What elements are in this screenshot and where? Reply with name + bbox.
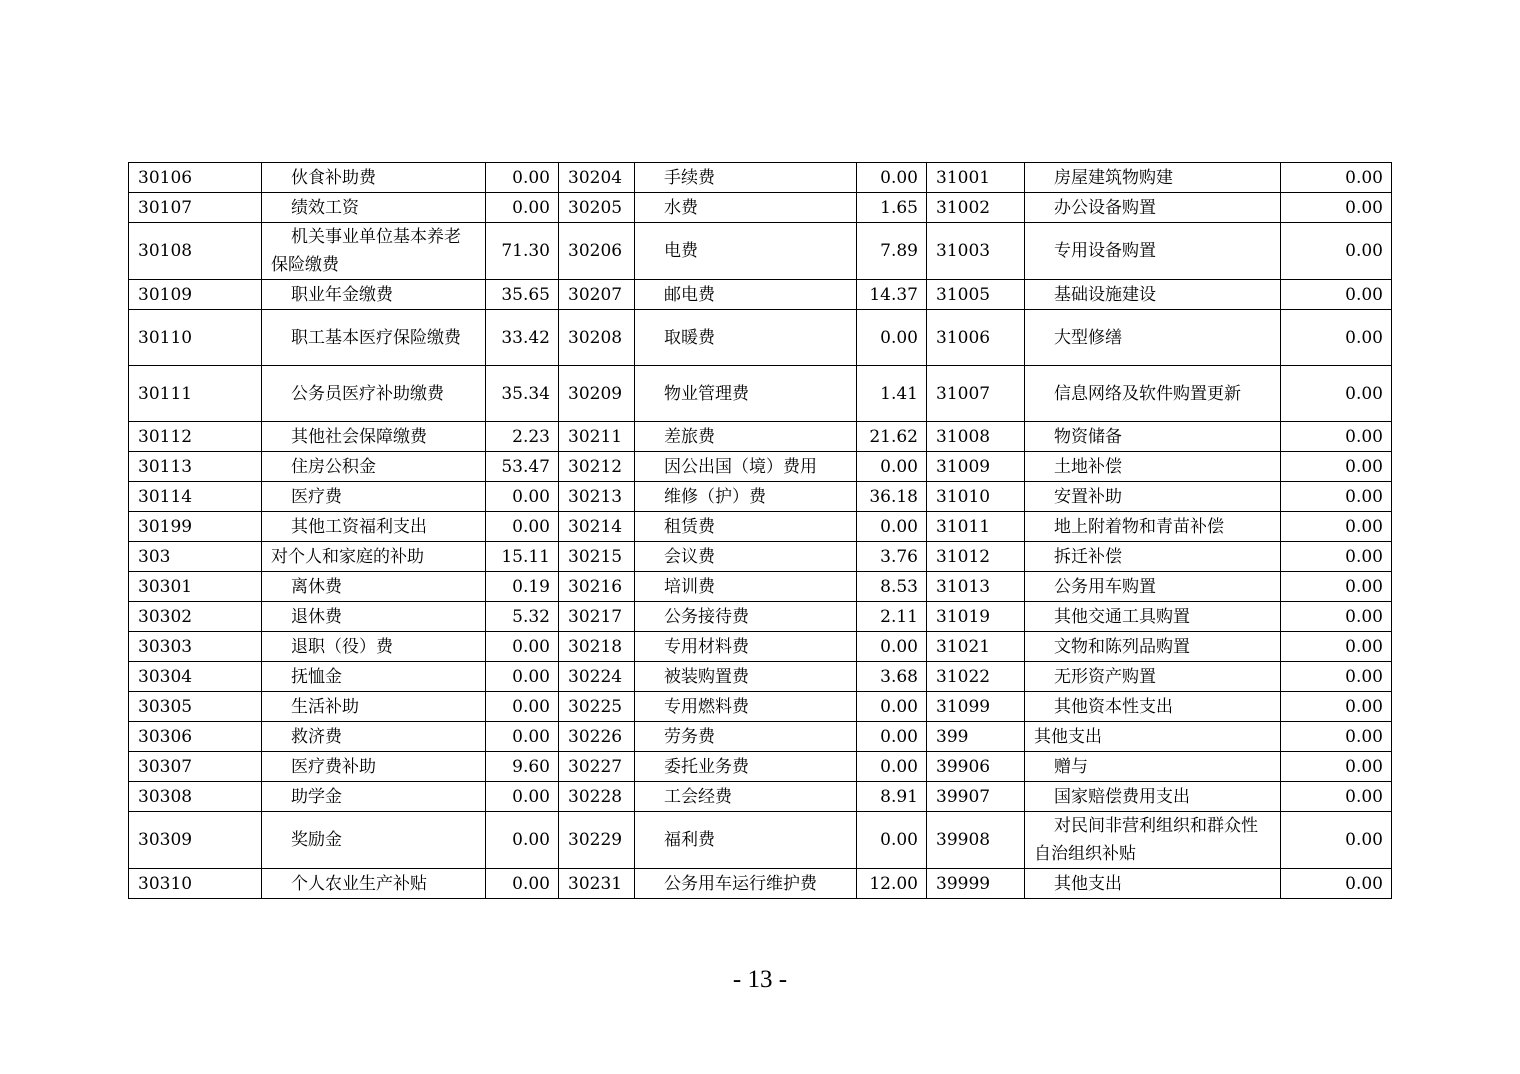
item-code: 30212 bbox=[559, 452, 635, 482]
table-row bbox=[129, 310, 1392, 366]
item-amount: 0.00 bbox=[857, 512, 927, 542]
table-row bbox=[129, 280, 1392, 310]
item-name-text: 办公设备购置 bbox=[1054, 197, 1156, 218]
item-amount: 2.23 bbox=[486, 422, 559, 452]
item-code: 31005 bbox=[927, 280, 1025, 310]
item-code: 31012 bbox=[927, 542, 1025, 572]
item-name bbox=[1025, 752, 1281, 782]
item-name bbox=[262, 632, 486, 662]
table-row bbox=[129, 572, 1392, 602]
item-amount: 3.76 bbox=[857, 542, 927, 572]
item-name bbox=[635, 602, 857, 632]
item-name bbox=[635, 310, 857, 366]
item-name-text: 公务接待费 bbox=[664, 606, 749, 627]
item-name bbox=[262, 692, 486, 722]
item-name bbox=[262, 223, 486, 280]
table-row bbox=[129, 752, 1392, 782]
item-name-text: 邮电费 bbox=[664, 284, 715, 305]
item-name-text: 对个人和家庭的补助 bbox=[271, 546, 424, 567]
item-name bbox=[1025, 692, 1281, 722]
item-amount: 12.00 bbox=[857, 869, 927, 899]
item-name bbox=[1025, 869, 1281, 899]
item-name-text: 信息网络及软件购置更新 bbox=[1054, 383, 1241, 404]
item-amount: 0.00 bbox=[1281, 572, 1392, 602]
item-name-text: 其他资本性支出 bbox=[1054, 696, 1173, 717]
item-name bbox=[262, 662, 486, 692]
item-name-text: 国家赔偿费用支出 bbox=[1054, 786, 1190, 807]
item-code: 30208 bbox=[559, 310, 635, 366]
item-code: 30216 bbox=[559, 572, 635, 602]
item-amount: 0.00 bbox=[857, 722, 927, 752]
item-name-text: 安置补助 bbox=[1054, 486, 1122, 507]
item-name bbox=[1025, 542, 1281, 572]
item-name bbox=[635, 782, 857, 812]
item-name bbox=[262, 812, 486, 869]
item-name bbox=[635, 812, 857, 869]
item-name-text: 租赁费 bbox=[664, 516, 715, 537]
item-amount: 36.18 bbox=[857, 482, 927, 512]
item-name-text: 拆迁补偿 bbox=[1054, 546, 1122, 567]
item-name-text: 公务员医疗补助缴费 bbox=[291, 383, 444, 404]
item-code: 30303 bbox=[129, 632, 262, 662]
item-amount: 0.00 bbox=[486, 692, 559, 722]
item-name-text: 培训费 bbox=[664, 576, 715, 597]
item-code: 30109 bbox=[129, 280, 262, 310]
item-name-text: 专用材料费 bbox=[664, 636, 749, 657]
item-code: 30302 bbox=[129, 602, 262, 632]
item-amount: 0.00 bbox=[1281, 752, 1392, 782]
item-amount: 0.00 bbox=[1281, 602, 1392, 632]
item-code: 30231 bbox=[559, 869, 635, 899]
table-row bbox=[129, 602, 1392, 632]
item-name bbox=[262, 163, 486, 193]
item-name-text: 其他支出 bbox=[1034, 726, 1102, 747]
item-code: 30113 bbox=[129, 452, 262, 482]
item-name bbox=[635, 572, 857, 602]
item-name bbox=[262, 512, 486, 542]
item-code: 31021 bbox=[927, 632, 1025, 662]
item-amount: 0.00 bbox=[486, 482, 559, 512]
item-code: 30229 bbox=[559, 812, 635, 869]
item-name-text: 房屋建筑物购建 bbox=[1054, 167, 1173, 188]
item-amount: 0.00 bbox=[1281, 782, 1392, 812]
item-name-text: 其他支出 bbox=[1054, 873, 1122, 894]
item-name bbox=[262, 869, 486, 899]
item-name bbox=[262, 722, 486, 752]
item-name bbox=[635, 632, 857, 662]
item-amount: 71.30 bbox=[486, 223, 559, 280]
item-amount: 1.41 bbox=[857, 366, 927, 422]
item-name bbox=[1025, 163, 1281, 193]
item-code: 30308 bbox=[129, 782, 262, 812]
item-amount: 0.00 bbox=[1281, 722, 1392, 752]
item-name-text: 无形资产购置 bbox=[1054, 666, 1156, 687]
item-amount: 0.00 bbox=[486, 512, 559, 542]
item-name bbox=[1025, 223, 1281, 280]
table-row bbox=[129, 662, 1392, 692]
item-code: 30211 bbox=[559, 422, 635, 452]
item-code: 39999 bbox=[927, 869, 1025, 899]
item-code: 30304 bbox=[129, 662, 262, 692]
item-name-text: 工会经费 bbox=[664, 786, 732, 807]
item-name bbox=[1025, 602, 1281, 632]
item-amount: 0.00 bbox=[1281, 452, 1392, 482]
item-amount: 0.00 bbox=[857, 163, 927, 193]
item-amount: 7.89 bbox=[857, 223, 927, 280]
table-body bbox=[129, 163, 1392, 899]
item-code: 30209 bbox=[559, 366, 635, 422]
item-name-text: 因公出国（境）费用 bbox=[664, 456, 817, 477]
item-name-text: 奖励金 bbox=[291, 830, 342, 850]
item-amount: 35.34 bbox=[486, 366, 559, 422]
item-code: 30307 bbox=[129, 752, 262, 782]
item-name bbox=[262, 422, 486, 452]
item-amount: 35.65 bbox=[486, 280, 559, 310]
table-row bbox=[129, 632, 1392, 662]
item-amount: 0.00 bbox=[1281, 662, 1392, 692]
item-code: 30301 bbox=[129, 572, 262, 602]
item-name bbox=[635, 193, 857, 223]
item-amount: 3.68 bbox=[857, 662, 927, 692]
item-code: 30204 bbox=[559, 163, 635, 193]
item-name-text: 伙食补助费 bbox=[291, 167, 376, 188]
item-amount: 8.91 bbox=[857, 782, 927, 812]
item-name-text: 土地补偿 bbox=[1054, 456, 1122, 477]
item-code: 39906 bbox=[927, 752, 1025, 782]
item-name-text: 福利费 bbox=[664, 830, 715, 850]
item-name bbox=[262, 482, 486, 512]
table-row bbox=[129, 782, 1392, 812]
item-name-text: 退休费 bbox=[291, 606, 342, 627]
item-code: 30112 bbox=[129, 422, 262, 452]
item-name bbox=[1025, 366, 1281, 422]
item-code: 30305 bbox=[129, 692, 262, 722]
item-amount: 15.11 bbox=[486, 542, 559, 572]
item-name bbox=[635, 752, 857, 782]
item-name bbox=[1025, 812, 1281, 869]
item-amount: 0.00 bbox=[1281, 512, 1392, 542]
item-code: 31007 bbox=[927, 366, 1025, 422]
item-code: 30207 bbox=[559, 280, 635, 310]
item-code: 30199 bbox=[129, 512, 262, 542]
item-name bbox=[635, 163, 857, 193]
item-amount: 0.00 bbox=[1281, 542, 1392, 572]
item-name bbox=[1025, 782, 1281, 812]
table-row bbox=[129, 366, 1392, 422]
item-name bbox=[1025, 722, 1281, 752]
item-name-text: 委托业务费 bbox=[664, 756, 749, 777]
item-amount: 9.60 bbox=[486, 752, 559, 782]
item-amount: 0.00 bbox=[1281, 163, 1392, 193]
item-code: 30206 bbox=[559, 223, 635, 280]
item-name-text: 绩效工资 bbox=[291, 197, 359, 218]
item-name-text: 物业管理费 bbox=[664, 383, 749, 404]
table-row bbox=[129, 163, 1392, 193]
item-code: 31099 bbox=[927, 692, 1025, 722]
item-name-text: 赠与 bbox=[1054, 756, 1088, 777]
item-code: 30228 bbox=[559, 782, 635, 812]
item-amount: 33.42 bbox=[486, 310, 559, 366]
item-name bbox=[262, 366, 486, 422]
item-name bbox=[1025, 280, 1281, 310]
item-amount: 0.00 bbox=[486, 869, 559, 899]
item-amount: 0.00 bbox=[1281, 422, 1392, 452]
item-code: 30215 bbox=[559, 542, 635, 572]
item-amount: 0.00 bbox=[486, 662, 559, 692]
item-name bbox=[262, 310, 486, 366]
table-row bbox=[129, 722, 1392, 752]
table-row bbox=[129, 193, 1392, 223]
item-name-text: 维修（护）费 bbox=[664, 486, 766, 507]
item-code: 30110 bbox=[129, 310, 262, 366]
item-amount: 0.00 bbox=[1281, 482, 1392, 512]
item-name-text: 医疗费 bbox=[291, 486, 342, 507]
item-code: 31013 bbox=[927, 572, 1025, 602]
item-code: 31010 bbox=[927, 482, 1025, 512]
item-amount: 0.00 bbox=[857, 632, 927, 662]
item-code: 39907 bbox=[927, 782, 1025, 812]
item-name-text: 被装购置费 bbox=[664, 666, 749, 687]
table-row bbox=[129, 869, 1392, 899]
item-code: 30107 bbox=[129, 193, 262, 223]
item-code: 30309 bbox=[129, 812, 262, 869]
item-name bbox=[1025, 662, 1281, 692]
item-name bbox=[1025, 572, 1281, 602]
item-name bbox=[1025, 512, 1281, 542]
item-name-text: 劳务费 bbox=[664, 726, 715, 747]
table-row bbox=[129, 422, 1392, 452]
item-code: 30114 bbox=[129, 482, 262, 512]
table-row bbox=[129, 812, 1392, 869]
item-code: 31019 bbox=[927, 602, 1025, 632]
item-name-text: 住房公积金 bbox=[291, 456, 376, 477]
item-name bbox=[262, 193, 486, 223]
item-amount: 1.65 bbox=[857, 193, 927, 223]
item-code: 30226 bbox=[559, 722, 635, 752]
item-name bbox=[262, 452, 486, 482]
item-code: 30306 bbox=[129, 722, 262, 752]
item-name bbox=[1025, 452, 1281, 482]
item-amount: 0.00 bbox=[486, 782, 559, 812]
item-name-text: 生活补助 bbox=[291, 696, 359, 717]
item-code: 31011 bbox=[927, 512, 1025, 542]
item-code: 30225 bbox=[559, 692, 635, 722]
item-amount: 0.00 bbox=[857, 692, 927, 722]
item-amount: 5.32 bbox=[486, 602, 559, 632]
table-row bbox=[129, 452, 1392, 482]
item-name-text: 个人农业生产补贴 bbox=[291, 873, 427, 894]
item-amount: 14.37 bbox=[857, 280, 927, 310]
item-name bbox=[1025, 632, 1281, 662]
item-code: 31003 bbox=[927, 223, 1025, 280]
item-name-text: 差旅费 bbox=[664, 426, 715, 447]
item-amount: 0.19 bbox=[486, 572, 559, 602]
item-name bbox=[262, 542, 486, 572]
item-name-text: 基础设施建设 bbox=[1054, 284, 1156, 305]
table-row bbox=[129, 542, 1392, 572]
item-name-text: 对民间非营利组织和群众性自治组织补贴 bbox=[1034, 816, 1258, 864]
item-name bbox=[635, 662, 857, 692]
item-name-text: 专用燃料费 bbox=[664, 696, 749, 717]
table-row bbox=[129, 482, 1392, 512]
item-amount: 0.00 bbox=[1281, 366, 1392, 422]
item-name bbox=[635, 692, 857, 722]
item-name bbox=[262, 782, 486, 812]
item-name bbox=[635, 422, 857, 452]
item-amount: 0.00 bbox=[857, 752, 927, 782]
item-code: 30227 bbox=[559, 752, 635, 782]
item-amount: 0.00 bbox=[1281, 632, 1392, 662]
item-code: 303 bbox=[129, 542, 262, 572]
item-name-text: 会议费 bbox=[664, 546, 715, 567]
item-amount: 2.11 bbox=[857, 602, 927, 632]
item-name-text: 大型修缮 bbox=[1054, 327, 1122, 348]
item-name-text: 水费 bbox=[664, 197, 698, 218]
item-code: 31001 bbox=[927, 163, 1025, 193]
item-code: 31006 bbox=[927, 310, 1025, 366]
item-name-text: 其他交通工具购置 bbox=[1054, 606, 1190, 627]
item-name bbox=[1025, 422, 1281, 452]
item-name-text: 物资储备 bbox=[1054, 426, 1122, 447]
table-row bbox=[129, 223, 1392, 280]
item-name-text: 职工基本医疗保险缴费 bbox=[291, 327, 461, 348]
item-amount: 0.00 bbox=[857, 452, 927, 482]
item-code: 30205 bbox=[559, 193, 635, 223]
item-amount: 0.00 bbox=[486, 632, 559, 662]
item-name-text: 取暖费 bbox=[664, 327, 715, 348]
item-name-text: 职业年金缴费 bbox=[291, 284, 393, 305]
item-code: 30214 bbox=[559, 512, 635, 542]
item-code: 30111 bbox=[129, 366, 262, 422]
item-name-text: 公务用车运行维护费 bbox=[664, 873, 817, 894]
table-row bbox=[129, 512, 1392, 542]
item-name bbox=[635, 722, 857, 752]
item-amount: 0.00 bbox=[1281, 280, 1392, 310]
item-name-text: 助学金 bbox=[291, 786, 342, 807]
item-name bbox=[262, 752, 486, 782]
item-amount: 0.00 bbox=[1281, 193, 1392, 223]
item-code: 30106 bbox=[129, 163, 262, 193]
item-code: 30108 bbox=[129, 223, 262, 280]
item-amount: 0.00 bbox=[486, 163, 559, 193]
item-code: 31002 bbox=[927, 193, 1025, 223]
item-name-text: 机关事业单位基本养老保险缴费 bbox=[271, 227, 461, 275]
item-amount: 0.00 bbox=[486, 812, 559, 869]
item-name bbox=[262, 572, 486, 602]
item-amount: 0.00 bbox=[1281, 812, 1392, 869]
table-row bbox=[129, 692, 1392, 722]
item-code: 39908 bbox=[927, 812, 1025, 869]
item-code: 399 bbox=[927, 722, 1025, 752]
item-name-text: 地上附着物和青苗补偿 bbox=[1054, 516, 1224, 537]
item-name-text: 手续费 bbox=[664, 167, 715, 188]
item-name-text: 抚恤金 bbox=[291, 666, 342, 687]
item-name bbox=[635, 512, 857, 542]
item-amount: 0.00 bbox=[857, 812, 927, 869]
item-amount: 0.00 bbox=[1281, 869, 1392, 899]
item-name bbox=[635, 542, 857, 572]
item-name bbox=[635, 869, 857, 899]
budget-expenditure-table bbox=[128, 162, 1392, 899]
item-name-text: 救济费 bbox=[291, 726, 342, 747]
item-code: 30218 bbox=[559, 632, 635, 662]
item-name bbox=[635, 482, 857, 512]
item-code: 30213 bbox=[559, 482, 635, 512]
page-number: - 13 - bbox=[732, 966, 788, 993]
item-amount: 8.53 bbox=[857, 572, 927, 602]
item-name bbox=[262, 602, 486, 632]
item-name bbox=[1025, 193, 1281, 223]
item-amount: 0.00 bbox=[486, 193, 559, 223]
item-name bbox=[635, 366, 857, 422]
item-code: 30310 bbox=[129, 869, 262, 899]
item-name-text: 退职（役）费 bbox=[291, 636, 393, 657]
item-name-text: 离休费 bbox=[291, 576, 342, 597]
item-name-text: 其他社会保障缴费 bbox=[291, 426, 427, 447]
item-name bbox=[635, 280, 857, 310]
item-code: 31009 bbox=[927, 452, 1025, 482]
item-name-text: 医疗费补助 bbox=[291, 756, 376, 777]
item-amount: 0.00 bbox=[1281, 692, 1392, 722]
item-name-text: 文物和陈列品购置 bbox=[1054, 636, 1190, 657]
item-code: 30217 bbox=[559, 602, 635, 632]
item-name bbox=[635, 223, 857, 280]
item-amount: 0.00 bbox=[1281, 310, 1392, 366]
item-code: 30224 bbox=[559, 662, 635, 692]
item-name-text: 专用设备购置 bbox=[1054, 241, 1156, 261]
item-name bbox=[1025, 310, 1281, 366]
item-amount: 0.00 bbox=[857, 310, 927, 366]
item-name bbox=[635, 452, 857, 482]
item-amount: 0.00 bbox=[1281, 223, 1392, 280]
item-amount: 0.00 bbox=[486, 722, 559, 752]
item-amount: 53.47 bbox=[486, 452, 559, 482]
item-code: 31022 bbox=[927, 662, 1025, 692]
item-code: 31008 bbox=[927, 422, 1025, 452]
item-name bbox=[262, 280, 486, 310]
item-name bbox=[1025, 482, 1281, 512]
item-name-text: 其他工资福利支出 bbox=[291, 516, 427, 537]
item-name-text: 公务用车购置 bbox=[1054, 576, 1156, 597]
item-amount: 21.62 bbox=[857, 422, 927, 452]
item-name-text: 电费 bbox=[664, 241, 698, 261]
